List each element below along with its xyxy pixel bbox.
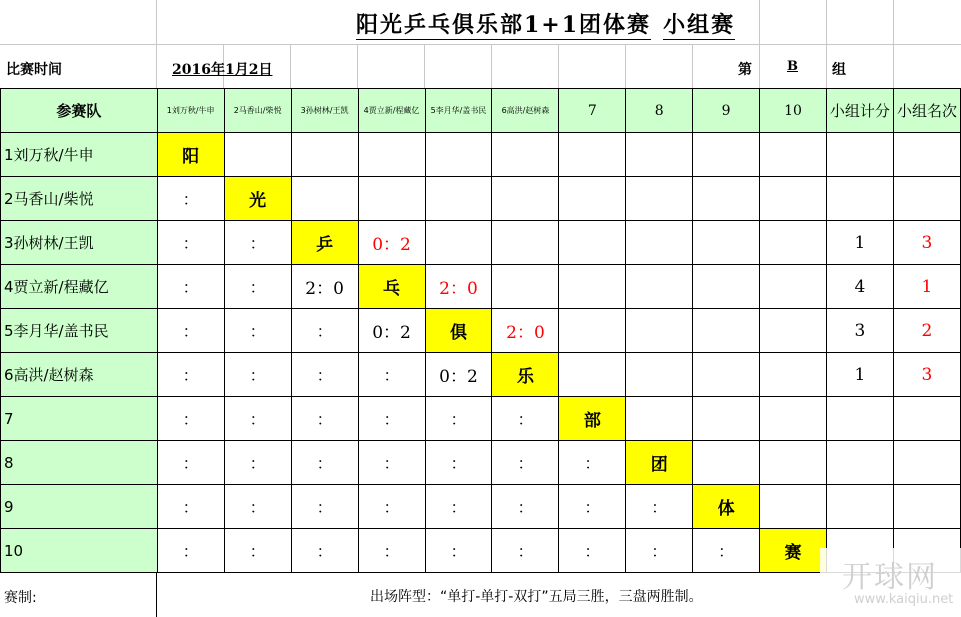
table-row (1, 265, 961, 309)
match-date[interactable]: 2016年1月2日 (172, 62, 273, 78)
footer-row (0, 572, 961, 617)
watermark-url: www.kaiqiu.net (854, 592, 954, 607)
group-rank[interactable] (893, 485, 960, 529)
result-cell[interactable]: ： (358, 529, 425, 573)
group-suffix: 组 (832, 62, 846, 78)
results-table (0, 88, 961, 573)
group-score[interactable] (826, 133, 893, 177)
result-cell[interactable] (760, 397, 827, 441)
team-name[interactable]: 8 (1, 441, 158, 485)
result-cell[interactable]: ： (559, 529, 626, 573)
result-cell[interactable]: 0：2 (358, 309, 425, 353)
table-row (1, 177, 961, 221)
result-cell[interactable]: ： (425, 397, 492, 441)
result-cell[interactable]: ： (157, 353, 224, 397)
result-cell[interactable]: ： (157, 265, 224, 309)
result-cell[interactable] (559, 353, 626, 397)
result-cell[interactable]: 0：2 (358, 221, 425, 265)
diagonal-cell[interactable]: 乓 (358, 265, 425, 309)
table-row (1, 441, 961, 485)
header-col-5: 5李月华/盖书民 (425, 89, 492, 133)
team-name[interactable]: 6高洪/赵树森 (1, 353, 158, 397)
header-col-9: 9 (693, 89, 760, 133)
result-cell[interactable] (559, 309, 626, 353)
result-cell[interactable]: ： (224, 485, 291, 529)
diagonal-cell[interactable]: 阳 (157, 133, 224, 177)
result-cell[interactable]: ： (224, 353, 291, 397)
group-prefix: 第 (738, 62, 752, 78)
format-rule[interactable]: 出场阵型：“单打-单打-双打”五局三胜，三盘两胜制。 (370, 589, 703, 605)
result-cell[interactable]: ： (358, 441, 425, 485)
watermark-logo (820, 548, 961, 617)
result-cell[interactable] (760, 265, 827, 309)
title-main: 阳光乒乓俱乐部1+1团体赛 (356, 12, 652, 38)
result-cell[interactable]: ： (291, 309, 358, 353)
result-cell[interactable] (626, 353, 693, 397)
result-cell[interactable] (492, 221, 559, 265)
table-row (1, 353, 961, 397)
table-row (1, 485, 961, 529)
team-name[interactable]: 1刘万秋/牛申 (1, 133, 158, 177)
result-cell[interactable] (559, 265, 626, 309)
result-cell[interactable] (291, 133, 358, 177)
result-cell[interactable] (693, 309, 760, 353)
result-cell[interactable] (358, 177, 425, 221)
result-cell[interactable] (693, 353, 760, 397)
group-rank[interactable] (893, 397, 960, 441)
result-cell[interactable] (693, 177, 760, 221)
diagonal-cell[interactable]: 团 (626, 441, 693, 485)
table-row (1, 397, 961, 441)
result-cell[interactable] (425, 177, 492, 221)
header-score: 小组计分 (826, 89, 893, 133)
table-row (1, 221, 961, 265)
result-cell[interactable]: ： (291, 397, 358, 441)
result-cell[interactable] (760, 221, 827, 265)
result-cell[interactable]: ： (157, 441, 224, 485)
team-name[interactable]: 7 (1, 397, 158, 441)
result-cell[interactable]: 2：0 (425, 265, 492, 309)
result-cell[interactable]: ： (559, 485, 626, 529)
result-cell[interactable]: ： (492, 441, 559, 485)
result-cell[interactable] (425, 221, 492, 265)
result-cell[interactable] (626, 177, 693, 221)
diagonal-cell[interactable]: 赛 (760, 529, 827, 573)
result-cell[interactable]: ： (224, 529, 291, 573)
result-cell[interactable] (760, 485, 827, 529)
group-rank[interactable] (893, 133, 960, 177)
result-cell[interactable]: ： (157, 397, 224, 441)
gridline (0, 44, 961, 45)
info-row (0, 46, 961, 88)
result-cell[interactable]: ： (224, 309, 291, 353)
result-cell[interactable]: ： (157, 177, 224, 221)
group-rank[interactable]: 2 (893, 309, 960, 353)
team-name[interactable]: 9 (1, 485, 158, 529)
group-score[interactable] (826, 441, 893, 485)
group-score[interactable]: 4 (826, 265, 893, 309)
group-score[interactable] (826, 177, 893, 221)
diagonal-cell[interactable]: 乒 (291, 221, 358, 265)
result-cell[interactable]: ： (291, 485, 358, 529)
result-cell[interactable] (224, 133, 291, 177)
result-cell[interactable] (559, 221, 626, 265)
group-score[interactable]: 3 (826, 309, 893, 353)
result-cell[interactable] (760, 353, 827, 397)
result-cell[interactable] (291, 177, 358, 221)
result-cell[interactable]: ： (157, 529, 224, 573)
header-col-3: 3孙树林/王凯 (291, 89, 358, 133)
result-cell[interactable]: 2：0 (492, 309, 559, 353)
result-cell[interactable]: 0：2 (425, 353, 492, 397)
result-cell[interactable] (693, 133, 760, 177)
result-cell[interactable]: ： (492, 397, 559, 441)
group-value[interactable]: B (787, 59, 798, 74)
group-rank[interactable]: 1 (893, 265, 960, 309)
table-row (1, 133, 961, 177)
group-score[interactable]: 1 (826, 353, 893, 397)
result-cell[interactable]: ： (358, 485, 425, 529)
group-score[interactable] (826, 397, 893, 441)
result-cell[interactable] (693, 221, 760, 265)
result-cell[interactable]: ： (291, 441, 358, 485)
result-cell[interactable]: ： (492, 485, 559, 529)
header-rank: 小组名次 (893, 89, 960, 133)
result-cell[interactable] (492, 177, 559, 221)
result-cell[interactable] (760, 309, 827, 353)
diagonal-cell[interactable]: 体 (693, 485, 760, 529)
result-cell[interactable] (760, 441, 827, 485)
header-col-2: 2马香山/柴悦 (224, 89, 291, 133)
result-cell[interactable]: ： (291, 353, 358, 397)
result-cell[interactable] (559, 177, 626, 221)
table-row (1, 309, 961, 353)
diagonal-cell[interactable]: 部 (559, 397, 626, 441)
format-label: 赛制: (4, 590, 37, 606)
group-rank[interactable]: 3 (893, 353, 960, 397)
result-cell[interactable]: ： (157, 309, 224, 353)
team-name[interactable]: 5李月华/盖书民 (1, 309, 158, 353)
result-cell[interactable]: ： (425, 529, 492, 573)
header-col-8: 8 (626, 89, 693, 133)
result-cell[interactable]: ： (693, 529, 760, 573)
footer-divider (156, 572, 157, 617)
header-row (1, 89, 961, 133)
result-cell[interactable]: ： (224, 397, 291, 441)
result-cell[interactable]: ： (291, 529, 358, 573)
result-cell[interactable]: ： (559, 441, 626, 485)
result-cell[interactable] (425, 133, 492, 177)
result-cell[interactable] (760, 133, 827, 177)
result-cell[interactable] (760, 177, 827, 221)
result-cell[interactable] (693, 441, 760, 485)
result-cell[interactable] (559, 133, 626, 177)
header-col-1: 1刘万秋/牛申 (157, 89, 224, 133)
result-cell[interactable]: ： (224, 441, 291, 485)
result-cell[interactable]: ： (425, 441, 492, 485)
result-cell[interactable] (626, 221, 693, 265)
group-score[interactable]: 1 (826, 221, 893, 265)
title-sub: 小组赛 (663, 12, 736, 38)
header-col-4: 4贾立新/程藏亿 (358, 89, 425, 133)
result-cell[interactable] (492, 265, 559, 309)
table-row (1, 529, 961, 573)
result-cell[interactable]: ： (358, 353, 425, 397)
header-col-10: 10 (760, 89, 827, 133)
result-cell[interactable]: ： (157, 221, 224, 265)
result-cell[interactable] (693, 265, 760, 309)
result-cell[interactable] (693, 397, 760, 441)
result-cell[interactable]: ： (492, 529, 559, 573)
result-cell[interactable] (626, 397, 693, 441)
team-name[interactable]: 10 (1, 529, 158, 573)
result-cell[interactable]: ： (157, 485, 224, 529)
watermark-text: 开球网 (842, 560, 938, 595)
team-name[interactable]: 3孙树林/王凯 (1, 221, 158, 265)
group-score[interactable] (826, 485, 893, 529)
header-teams: 参赛队 (1, 89, 158, 133)
title-row (0, 0, 961, 44)
result-cell[interactable]: ： (425, 485, 492, 529)
result-cell[interactable]: ： (224, 221, 291, 265)
result-cell[interactable] (626, 133, 693, 177)
group-rank[interactable] (893, 177, 960, 221)
result-cell[interactable] (492, 133, 559, 177)
team-name[interactable]: 4贾立新/程藏亿 (1, 265, 158, 309)
header-col-6: 6高洪/赵树森 (492, 89, 559, 133)
result-cell[interactable]: ： (224, 265, 291, 309)
group-rank[interactable]: 3 (893, 221, 960, 265)
result-cell[interactable]: ： (358, 397, 425, 441)
header-col-7: 7 (559, 89, 626, 133)
result-cell[interactable]: 2：0 (291, 265, 358, 309)
diagonal-cell[interactable]: 俱 (425, 309, 492, 353)
result-cell[interactable] (626, 265, 693, 309)
match-time-label: 比赛时间 (6, 62, 62, 78)
page-title (356, 8, 735, 39)
result-cell[interactable] (358, 133, 425, 177)
result-cell[interactable]: ： (626, 485, 693, 529)
result-cell[interactable] (626, 309, 693, 353)
diagonal-cell[interactable]: 乐 (492, 353, 559, 397)
team-name[interactable]: 2马香山/柴悦 (1, 177, 158, 221)
group-rank[interactable] (893, 441, 960, 485)
diagonal-cell[interactable]: 光 (224, 177, 291, 221)
result-cell[interactable]: ： (626, 529, 693, 573)
